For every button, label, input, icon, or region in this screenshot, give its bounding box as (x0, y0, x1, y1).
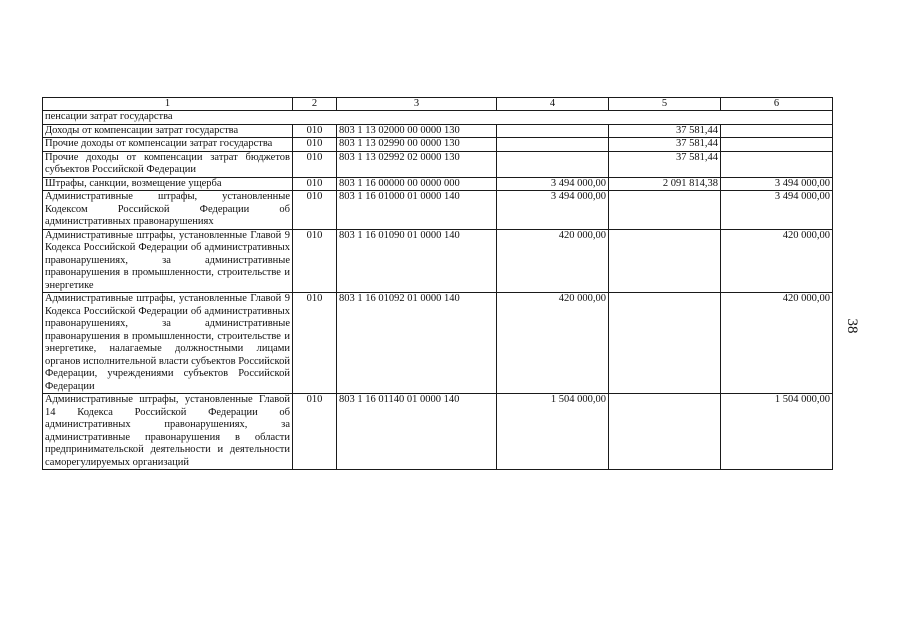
row-col4: 420 000,00 (497, 293, 609, 394)
table-row (43, 138, 833, 152)
row-col5 (609, 394, 721, 470)
row-code: 010 (293, 138, 337, 152)
row-name: Административные штрафы, установленные Кодексом Российской Федерации об административных правонарушениях (43, 191, 293, 230)
table-row (43, 394, 833, 470)
row-col5: 37 581,44 (609, 138, 721, 152)
row-col5 (609, 293, 721, 394)
row-kbk: 803 1 16 01000 01 0000 140 (337, 191, 497, 230)
row-code: 010 (293, 151, 337, 177)
row-col5 (609, 229, 721, 293)
column-header-4: 4 (497, 98, 609, 111)
row-col6: 420 000,00 (721, 229, 833, 293)
table-row (43, 191, 833, 230)
row-kbk: 803 1 16 01090 01 0000 140 (337, 229, 497, 293)
column-header-5: 5 (609, 98, 721, 111)
row-code: 010 (293, 177, 337, 191)
row-col6: 420 000,00 (721, 293, 833, 394)
table-header-row (43, 98, 833, 111)
row-code: 010 (293, 293, 337, 394)
row-col4: 3 494 000,00 (497, 191, 609, 230)
row-col5 (609, 191, 721, 230)
row-col4: 1 504 000,00 (497, 394, 609, 470)
row-col6: 1 504 000,00 (721, 394, 833, 470)
row-col5: 37 581,44 (609, 124, 721, 138)
row-col4 (497, 151, 609, 177)
row-name: Доходы от компенсации затрат государства (43, 124, 293, 138)
row-col6: 3 494 000,00 (721, 191, 833, 230)
row-name: Прочие доходы от компенсации затрат государства (43, 138, 293, 152)
row-name: Административные штрафы, установленные Главой 9 Кодекса Российской Федерации об административных правонарушениях, за административные правонарушения в промышленности, строительстве и энергетике, налагаемые должностными лицами органов исполнительной власти субъектов Российской Федерации, учреждениями субъектов Российской Федерации (43, 293, 293, 394)
row-name: Прочие доходы от компенсации затрат бюджетов субъектов Российской Федерации (43, 151, 293, 177)
row-col6 (721, 151, 833, 177)
row-col4: 3 494 000,00 (497, 177, 609, 191)
row-name: Административные штрафы, установленные Главой 9 Кодекса Российской Федерации об административных правонарушениях, за административные правонарушения в промышленности, строительстве и энергетике (43, 229, 293, 293)
row-kbk: 803 1 13 02992 02 0000 130 (337, 151, 497, 177)
row-kbk: 803 1 13 02000 00 0000 130 (337, 124, 497, 138)
table-row (43, 151, 833, 177)
row-col6 (721, 138, 833, 152)
row-kbk: 803 1 16 01140 01 0000 140 (337, 394, 497, 470)
table-row (43, 177, 833, 191)
continuation-row (43, 111, 833, 125)
row-kbk: 803 1 16 01092 01 0000 140 (337, 293, 497, 394)
table-row (43, 229, 833, 293)
column-header-6: 6 (721, 98, 833, 111)
row-col4 (497, 124, 609, 138)
row-col5: 2 091 814,38 (609, 177, 721, 191)
row-kbk: 803 1 16 00000 00 0000 000 (337, 177, 497, 191)
column-header-2: 2 (293, 98, 337, 111)
row-col6: 3 494 000,00 (721, 177, 833, 191)
row-name: Штрафы, санкции, возмещение ущерба (43, 177, 293, 191)
row-kbk: 803 1 13 02990 00 0000 130 (337, 138, 497, 152)
row-code: 010 (293, 124, 337, 138)
row-col4 (497, 138, 609, 152)
continuation-text: пенсации затрат государства (43, 111, 833, 125)
row-col5: 37 581,44 (609, 151, 721, 177)
row-name: Административные штрафы, установленные Главой 14 Кодекса Российской Федерации об административных правонарушениях, за административные правонарушения в области предпринимательской деятельности и деятельности саморегулируемых организаций (43, 394, 293, 470)
page-number: 38 (844, 318, 860, 334)
column-header-1: 1 (43, 98, 293, 111)
table-row (43, 293, 833, 394)
row-code: 010 (293, 191, 337, 230)
table-row (43, 124, 833, 138)
row-code: 010 (293, 229, 337, 293)
row-code: 010 (293, 394, 337, 470)
row-col6 (721, 124, 833, 138)
column-header-3: 3 (337, 98, 497, 111)
budget-table (42, 97, 833, 470)
row-col4: 420 000,00 (497, 229, 609, 293)
